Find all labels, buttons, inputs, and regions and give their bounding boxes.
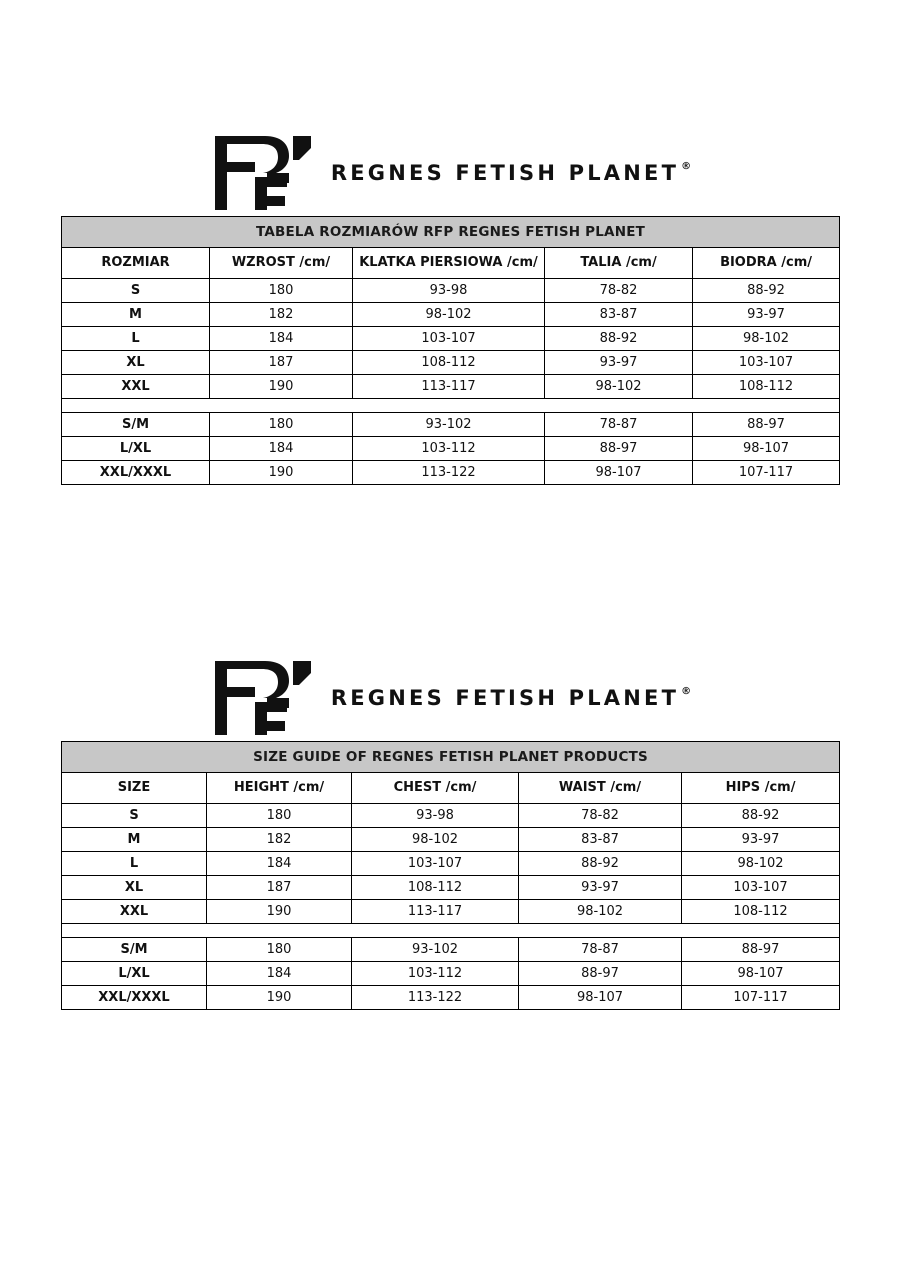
cell-height: 190 [207,985,352,1009]
column-header-hips: HIPS /cm/ [682,773,840,804]
size-chart-section-pl [0,130,900,485]
table-row [62,374,840,398]
cell-waist: 88-92 [545,326,693,350]
cell-waist: 93-97 [545,350,693,374]
cell-waist: 98-107 [545,460,693,484]
brand-logo [0,130,900,216]
registered-mark: ® [681,685,692,697]
cell-size: XL [62,350,210,374]
size-table-wrapper-pl [61,216,839,485]
cell-waist: 88-97 [519,961,682,985]
size-table-pl [61,216,840,485]
cell-waist: 83-87 [545,302,693,326]
table-row [62,851,840,875]
table-title: SIZE GUIDE OF REGNES FETISH PLANET PRODUCTS [62,742,840,773]
cell-size: L [62,851,207,875]
cell-height: 187 [210,350,353,374]
table-row [62,961,840,985]
table-group-separator [62,923,840,937]
size-table-wrapper-en [61,741,839,1010]
cell-hips: 108-112 [693,374,840,398]
registered-mark: ® [681,160,692,172]
cell-chest: 98-102 [352,827,519,851]
brand-name: REGNES FETISH PLANET [330,685,680,710]
cell-height: 182 [210,302,353,326]
cell-hips: 88-92 [693,278,840,302]
cell-hips: 107-117 [693,460,840,484]
cell-waist: 88-97 [545,436,693,460]
column-header-chest: KLATKA PIERSIOWA /cm/ [353,248,545,279]
cell-height: 180 [210,278,353,302]
table-row [62,302,840,326]
cell-size: XL [62,875,207,899]
cell-height: 182 [207,827,352,851]
cell-waist: 78-82 [519,803,682,827]
cell-chest: 113-122 [353,460,545,484]
cell-chest: 113-122 [352,985,519,1009]
cell-waist: 83-87 [519,827,682,851]
cell-chest: 93-102 [352,937,519,961]
cell-hips: 98-107 [693,436,840,460]
cell-height: 184 [207,961,352,985]
cell-height: 190 [207,899,352,923]
table-row [62,875,840,899]
table-header-row [62,773,840,804]
table-title-row [62,742,840,773]
brand-logo [0,655,900,741]
table-row [62,460,840,484]
cell-hips: 107-117 [682,985,840,1009]
cell-chest: 103-112 [353,436,545,460]
cell-size: M [62,827,207,851]
table-group-separator [62,398,840,412]
size-chart-section-en [0,655,900,1010]
cell-chest: 93-102 [353,412,545,436]
cell-chest: 103-107 [352,851,519,875]
cell-chest: 98-102 [353,302,545,326]
cell-waist: 93-97 [519,875,682,899]
cell-chest: 108-112 [352,875,519,899]
cell-hips: 103-107 [693,350,840,374]
cell-height: 190 [210,374,353,398]
rfp-monogram-icon [209,655,317,741]
cell-hips: 88-97 [682,937,840,961]
cell-waist: 98-107 [519,985,682,1009]
table-row [62,985,840,1009]
cell-height: 180 [207,803,352,827]
cell-height: 184 [207,851,352,875]
size-table-en [61,741,840,1010]
table-row [62,278,840,302]
cell-hips: 103-107 [682,875,840,899]
cell-waist: 98-102 [519,899,682,923]
cell-size: S/M [62,412,210,436]
cell-size: XXL/XXXL [62,985,207,1009]
cell-size: XXL [62,374,210,398]
column-header-chest: CHEST /cm/ [352,773,519,804]
cell-chest: 113-117 [353,374,545,398]
cell-hips: 98-102 [682,851,840,875]
cell-chest: 93-98 [352,803,519,827]
cell-height: 180 [210,412,353,436]
brand-wordmark [330,685,692,710]
cell-hips: 98-107 [682,961,840,985]
cell-chest: 93-98 [353,278,545,302]
cell-size: L/XL [62,436,210,460]
cell-size: S/M [62,937,207,961]
cell-size: L/XL [62,961,207,985]
cell-height: 180 [207,937,352,961]
cell-chest: 108-112 [353,350,545,374]
brand-name: REGNES FETISH PLANET [330,160,680,185]
table-title-row [62,217,840,248]
cell-waist: 88-92 [519,851,682,875]
cell-chest: 103-112 [352,961,519,985]
cell-hips: 93-97 [693,302,840,326]
cell-height: 184 [210,326,353,350]
table-row [62,803,840,827]
cell-hips: 88-97 [693,412,840,436]
cell-waist: 98-102 [545,374,693,398]
cell-hips: 108-112 [682,899,840,923]
cell-hips: 98-102 [693,326,840,350]
table-row [62,350,840,374]
rfp-monogram-icon [209,130,317,216]
column-header-size: SIZE [62,773,207,804]
cell-size: M [62,302,210,326]
cell-chest: 113-117 [352,899,519,923]
table-row [62,899,840,923]
column-header-waist: TALIA /cm/ [545,248,693,279]
column-header-waist: WAIST /cm/ [519,773,682,804]
table-row [62,326,840,350]
cell-size: S [62,278,210,302]
cell-size: L [62,326,210,350]
column-header-hips: BIODRA /cm/ [693,248,840,279]
table-row [62,937,840,961]
cell-size: XXL/XXXL [62,460,210,484]
cell-chest: 103-107 [353,326,545,350]
column-header-height: HEIGHT /cm/ [207,773,352,804]
table-row [62,436,840,460]
table-title: TABELA ROZMIARÓW RFP REGNES FETISH PLANET [62,217,840,248]
table-row [62,412,840,436]
cell-size: S [62,803,207,827]
cell-waist: 78-87 [519,937,682,961]
cell-waist: 78-87 [545,412,693,436]
cell-height: 184 [210,436,353,460]
column-header-size: ROZMIAR [62,248,210,279]
cell-size: XXL [62,899,207,923]
column-header-height: WZROST /cm/ [210,248,353,279]
cell-hips: 93-97 [682,827,840,851]
cell-hips: 88-92 [682,803,840,827]
cell-waist: 78-82 [545,278,693,302]
brand-wordmark [330,160,692,185]
table-header-row [62,248,840,279]
cell-height: 187 [207,875,352,899]
cell-height: 190 [210,460,353,484]
table-row [62,827,840,851]
